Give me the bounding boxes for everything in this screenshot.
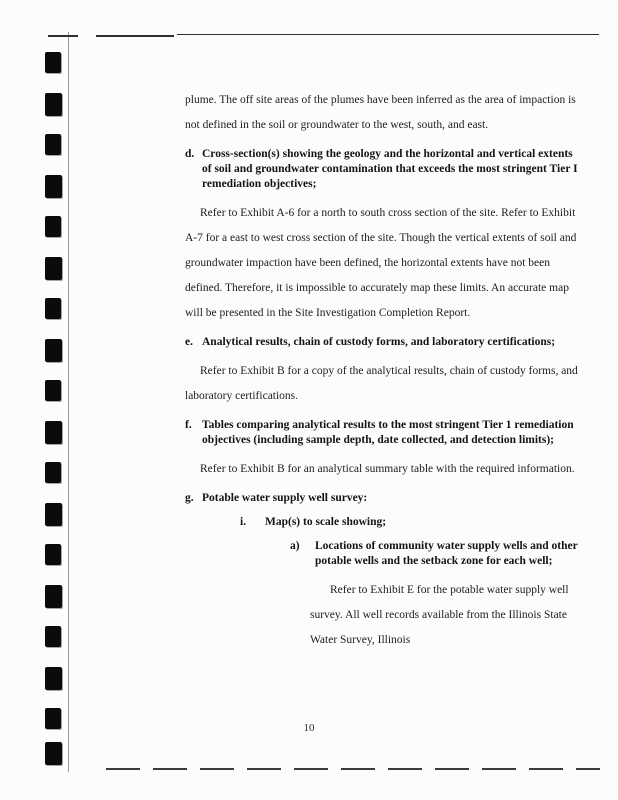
item-f [185,418,583,448]
paragraph-d: Refer to Exhibit A-6 for a north to south cross section of the site. Refer to Exhibit A-7 for a east to west cross section of the site. Though the vertical extents of soil and groundwater impaction have been defined, the horizontal extents have not been defined. Therefore, it is impossible to accurately map these limits. An accurate map will be presented in the Site Investigation Completion Report. [185,207,577,319]
page-edge-line [68,32,69,772]
binding-hole [45,93,62,116]
binding-hole [45,134,61,155]
item-e-label: e. [185,336,193,348]
item-g-label: g. [185,492,194,504]
binding-hole [45,626,61,647]
binding-hole [45,544,61,565]
scan-artifact-top-line [177,34,599,35]
item-e-text: Analytical results, chain of custody forms, and laboratory certifications; [202,336,556,348]
item-d-text: Cross-section(s) showing the geology and the horizontal and vertical extents of soil and groundwater contamination that exceeds the most stringent Tier I remediation objectives; [202,148,578,190]
binding-hole [45,216,61,237]
binding-hole [45,667,62,690]
binding-hole [45,503,62,526]
document-page [185,88,583,662]
binding-hole [45,462,61,483]
binding-hole [45,585,62,608]
item-g-i-a-text: Locations of community water supply wells and other potable wells and the setback zone for each well; [315,540,578,567]
item-g-text: Potable water supply well survey: [202,492,368,504]
item-d-label: d. [185,148,195,160]
item-d [185,147,583,192]
paragraph-e: Refer to Exhibit B for a copy of the analytical results, chain of custody forms, and laboratory certifications. [185,365,578,402]
page-number: 10 [303,722,315,734]
item-e [185,335,583,350]
item-g-i [240,515,583,530]
scan-artifact-bottom-dashes [106,768,600,770]
scan-artifact-top-dash-2 [96,35,174,37]
binding-hole [45,339,62,362]
scan-artifact-top-dash-1 [48,35,78,37]
binding-hole [45,175,62,198]
paragraph-intro: plume. The off site areas of the plumes have been inferred as the area of impaction is not defined in the soil or groundwater to the west, south, and east. [185,94,576,131]
binding-hole [45,257,62,280]
paragraph-f: Refer to Exhibit B for an analytical summary table with the required information. [200,463,575,475]
binding-hole [45,742,62,765]
item-g [185,491,583,506]
paragraph-a: Refer to Exhibit E for the potable water supply well survey. All well records available from the Illinois State Water Survey, Illinois [310,584,569,646]
binding-hole [45,421,62,444]
binding-hole [45,298,61,319]
binding-hole [45,380,61,401]
binding-hole [45,52,61,73]
item-g-i-a [290,539,583,569]
item-g-i-text: Map(s) to scale showing; [265,516,387,528]
item-g-i-a-label: a) [290,540,300,552]
item-f-label: f. [185,419,192,431]
item-g-i-label: i. [240,516,247,528]
item-f-text: Tables comparing analytical results to the most stringent Tier 1 remediation objectives (including sample depth, date collected, and detection limits); [202,419,574,446]
